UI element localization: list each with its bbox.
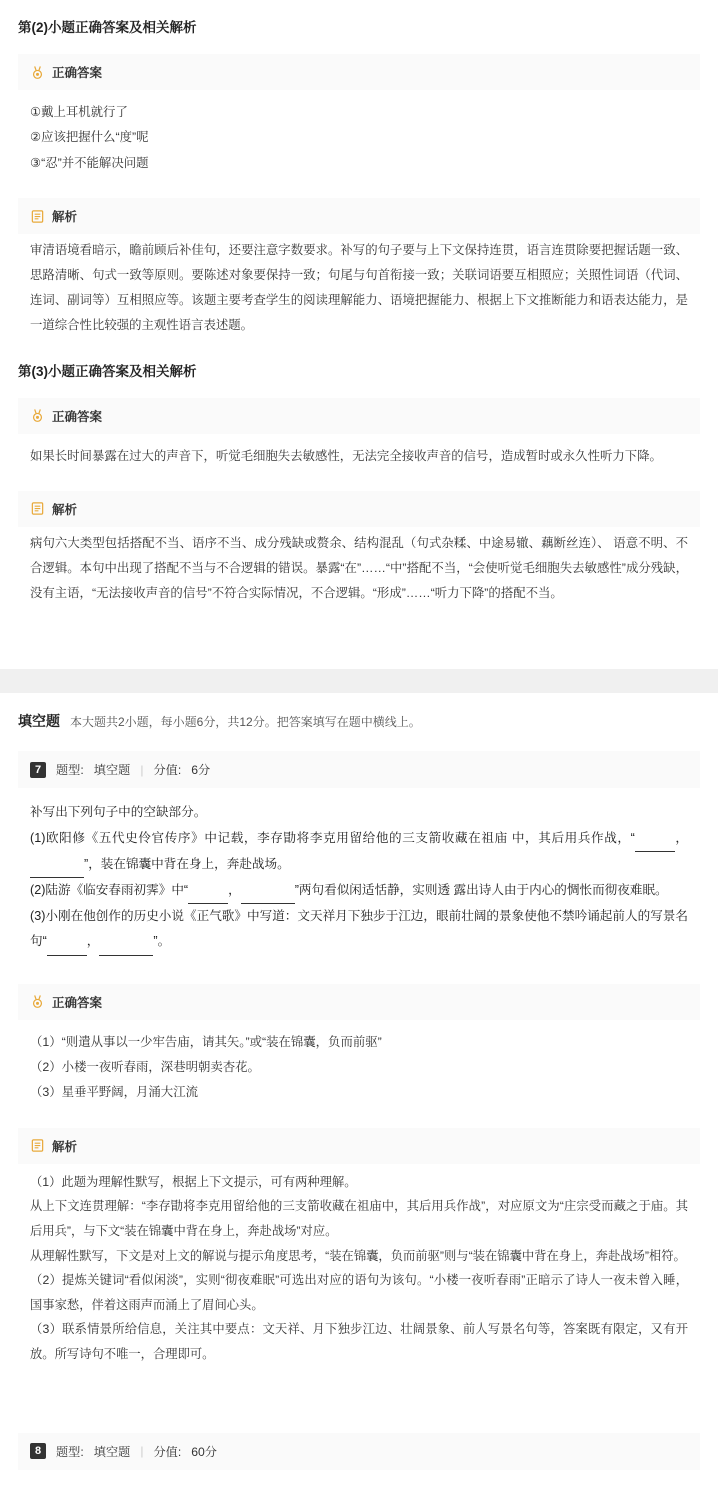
answer-line: 如果长时间暴露在过大的声音下，听觉毛细胞失去敏感性，无法完全接收声音的信号，造成暂时或永久性听力下降。 [30,448,662,463]
meta-divider: | [140,762,144,777]
question-score-value: 6分 [191,763,211,778]
stem-2-part-c: ”两句看似闲适恬静，实则透 露出诗人由于内心的惆怅而彻夜难眠。 [294,882,668,897]
analysis-text: 病句六大类型包括搭配不当、语序不当、成分残缺或赘余、结构混乱（句式杂糅、中途易辙、藕断丝连）、 语意不明、不合逻辑。本句中出现了搭配不当与不合逻辑的错误。暴露“在”……“中”搭配不当，“会使听觉毛细胞失去敏感性”成分残缺，没有主语，“无法接收声音的信号”不符合实际情况，不合逻辑。“形成”……“听力下降”的搭配不当。 [30,535,688,600]
medal-icon [30,994,45,1009]
stem-1-part-c: ”，装在锦囊中背在身上，奔赴战场。 [84,856,290,871]
answer-line: ②应该把握什么“度”呢 [30,130,149,145]
stem-item-3 [30,904,688,955]
blank-underline [635,826,675,852]
question-7-answer-block [0,984,718,1367]
analysis-label: 解析 [52,210,78,225]
fill-section-header [0,693,718,745]
analysis-line: （2）提炼关键词“看似闲淡”，实则“彻夜难眠”可选出对应的语句为该句。“小楼一夜听春雨”正暗示了诗人一夜未曾入睡，国事家愁，伴着这雨声而涌上了眉间心头。 [30,1273,688,1312]
stem-3-part-c: ”。 [153,934,171,949]
section-3-body [0,398,718,608]
answers-card [0,0,718,669]
question-7-header [18,751,700,788]
analysis-header [18,198,700,234]
answer-line: ③“忍”并不能解决问题 [30,155,149,170]
stem-3-part-a: (3)小刚在他创作的历史小说《正气歌》中写道：文天祥月下独步于江边，眼前壮阔的景象使他不禁吟诵起前人的写景名句“ [30,909,688,949]
analysis-text [18,1164,700,1367]
fill-section-name: 填空题 [18,713,60,730]
analysis-text: 审清语境看暗示，瞻前顾后补佳句，还要注意字数要求。补写的句子要与上下文保持连贯，语言连贯除要把握话题一致、思路清晰、句式一致等原则。要陈述对象要保持一致；句尾与句首衔接一致；关联词语要互相照应；关照性词语（代词、连词、副词等）互相照应等。该题主要考查学生的阅读理解能力、语境把握能力、根据上下文推断能力和语表达能力，是一道综合性比较强的主观性语言表述题。 [30,243,688,332]
analysis-header [18,1128,700,1164]
card-bottom-spacer [0,607,718,659]
analysis-label: 解析 [52,502,78,517]
note-icon [30,209,45,224]
section-title-2: 第(2)小题正确答案及相关解析 [18,20,197,35]
stem-1-part-a: (1)欧阳修《五代史伶官传序》中记载，李存勖将李克用留给他的三支箭收藏在祖庙 中，其后用兵作战，“ [30,830,635,845]
medal-icon [30,65,45,80]
stem-2-part-b: ， [228,882,241,897]
analysis-label: 解析 [52,1139,78,1154]
stem-item-2 [30,878,688,904]
question-score-value: 60分 [191,1444,217,1459]
blank-underline [241,878,295,904]
correct-answer-header [18,984,700,1020]
fill-in-blank-card [0,693,718,1493]
card-inner-spacer [0,1367,718,1427]
question-type-value: 填空题 [93,1444,131,1459]
analysis-line: 从上下文连贯理解：“李存勖将李克用留给他的三支箭收藏在祖庙中，其后用兵作战”，对应原文为“庄宗受而藏之于庙。其后用兵”，与下文“装在锦囊中背在身上，奔赴战场”对应。 [30,1199,688,1238]
analysis-line: （1）此题为理解性默写，根据上下文提示，可有两种理解。 [30,1174,357,1189]
meta-divider: | [140,1444,144,1459]
correct-answer-header [18,398,700,434]
stem-1-part-b: ， [674,830,689,845]
section-title-3: 第(3)小题正确答案及相关解析 [18,363,197,379]
correct-answer-label: 正确答案 [52,409,103,424]
note-icon [30,501,45,516]
answer-line: （1）“则遣从事以一少牢告庙，请其矢。”或“装在锦囊，负而前驱” [30,1034,382,1049]
section-2-body [0,54,718,340]
blank-underline [30,852,84,878]
stem-2-part-a: (2)陆游《临安春雨初霁》中“ [30,882,189,897]
analysis-line: 从理解性默写，下文是对上文的解说与提示角度思考，“装在锦囊，负而前驱”则与“装在锦囊中背在身上，奔赴战场”相符。 [30,1248,686,1263]
correct-answer-header [18,54,700,90]
note-icon [30,1138,45,1153]
question-number-badge: 8 [30,1443,46,1459]
analysis-header [18,491,700,527]
fill-section-desc: 本大题共2小题，每小题6分，共12分。把答案填写在题中横线上。 [70,715,421,730]
blank-underline [99,929,153,955]
blank-underline [188,878,228,904]
blank-underline [47,929,87,955]
question-type-label: 题型: [56,1444,84,1459]
question-7-stem [0,788,718,961]
question-number-badge: 7 [30,762,46,778]
question-8-header [18,1433,700,1470]
analysis-line: （3）联系情景所给信息，关注其中要点：文天祥、月下独步江边、壮阔景象、前人写景名句等，答案既有限定，又有开放。所写诗句不唯一，合理即可。 [30,1322,688,1361]
stem-intro: 补写出下列句子中的空缺部分。 [30,805,207,820]
stem-3-part-b: ， [86,934,100,949]
answer-line: ①戴上耳机就行了 [30,105,128,119]
medal-icon [30,408,45,423]
question-score-label: 分值: [153,763,182,778]
question-score-label: 分值: [153,1444,182,1459]
stem-item-1 [30,826,688,878]
correct-answer-label: 正确答案 [52,66,103,80]
answer-line: （2）小楼一夜听春雨，深巷明朝卖杏花。 [30,1059,260,1074]
answer-line: （3）星垂平野阔，月涌大江流 [30,1085,198,1100]
question-type-label: 题型: [56,763,84,778]
section-gap [0,669,718,693]
correct-answer-label: 正确答案 [52,995,103,1010]
question-type-value: 填空题 [93,763,131,778]
